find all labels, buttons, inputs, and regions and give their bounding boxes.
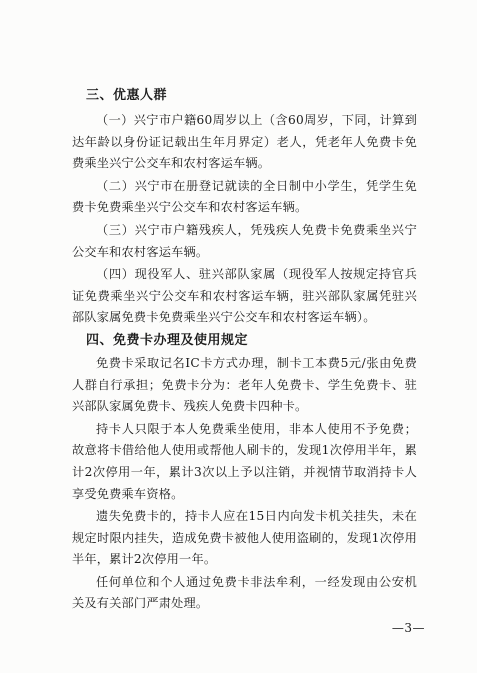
paragraph-elderly: （一）兴宁市户籍60周岁以上（含60周岁，下同，计算到达年龄以身份证记载出生年月界定）老人，凭老年人免费卡免费乘坐兴宁公交车和农村客运车辆。	[72, 113, 417, 171]
paragraph-card-application: 免费卡采取记名IC卡方式办理，制卡工本费5元/张由免费人群自行承担；免费卡分为：老年人免费卡、学生免费卡、驻兴部队家属免费卡、残疾人免费卡四种卡。	[72, 355, 417, 414]
paragraph-card-usage: 持卡人只限于本人免费乘坐使用，非本人使用不予免费；故意将卡借给他人使用或帮他人刷卡的，发现1次停用半年，累计2次停用一年，累计3次以上予以注销，并视情节取消持卡人享受免费乘车资格。	[72, 421, 417, 501]
section-heading-preferential-groups: 三、优惠人群	[86, 88, 168, 103]
paragraph-illegal-profit: 任何单位和个人通过免费卡非法牟利，一经发现由公安机关及有关部门严肃处理。	[72, 574, 417, 611]
document-body	[72, 86, 417, 615]
page-number: —3—	[391, 621, 425, 635]
paragraph-military: （四）现役军人、驻兴部队家属（现役军人按规定持官兵证免费乘坐兴宁公交车和农村客运车辆，驻兴部队家属凭驻兴部队家属免费卡免费乘坐兴宁公交车和农村客运车辆）。	[72, 267, 417, 325]
paragraph-card-loss: 遗失免费卡的，持卡人应在15日内向发卡机关挂失，未在规定时限内挂失，造成免费卡被他人使用盗刷的，发现1次停用半年，累计2次停用一年。	[72, 509, 417, 567]
section-heading-card-rules: 四、免费卡办理及使用规定	[86, 332, 249, 348]
paragraph-students: （二）兴宁市在册登记就读的全日制中小学生，凭学生免费卡免费乘坐兴宁公交车和农村客运车辆。	[72, 178, 417, 215]
paragraph-disabled: （三）兴宁市户籍残疾人，凭残疾人免费卡免费乘坐兴宁公交车和农村客运车辆。	[72, 222, 417, 259]
